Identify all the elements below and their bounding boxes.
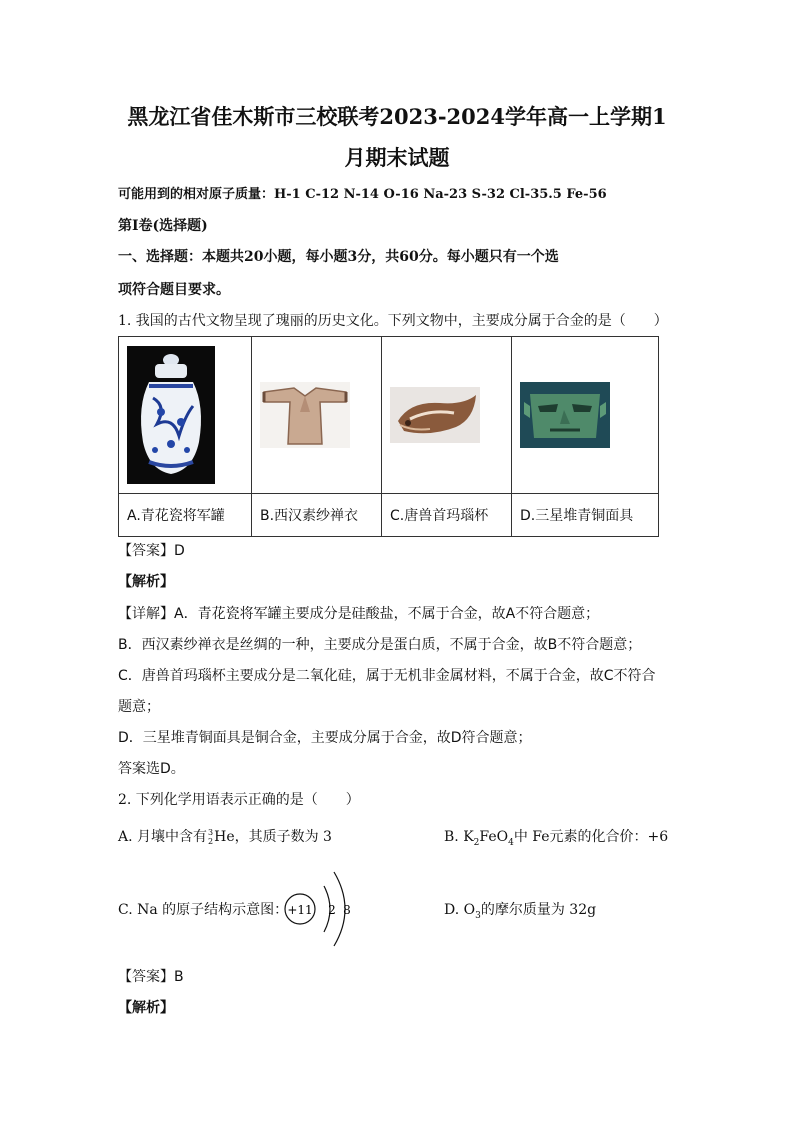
porcelain-jar-image [127,346,215,484]
relic-image-cell-c [382,337,512,494]
atomic-masses: 可能用到的相对原子质量：H-1 C-12 N-14 O-16 Na-23 S-32 Cl-35.5 Fe-56 [118,187,607,202]
question-2-analysis-heading: 【解析】 [118,1000,174,1016]
bronze-mask-image [520,382,610,448]
option-c-text: C. Na 的原子结构示意图： [118,902,289,918]
option-b-text: B. K [444,829,474,845]
section-heading-cont: 项符合题目要求。 [118,282,230,298]
question-2-option-a [118,827,332,847]
title-line-1: 黑龙江省佳木斯市三校联考2023-2024学年高一上学期1 [127,104,667,129]
question-1-detail-c: C．唐兽首玛瑙杯主要成分是二氧化硅，属于无机非金属材料，不属于合金，故C不符合 [118,668,656,684]
relic-image-cell-a [119,337,252,494]
question-2-option-b [444,827,668,853]
option-d-subscript: 3 [475,910,481,921]
nuclide-notation [208,828,213,846]
question-2-option-d [444,900,596,926]
option-a-text: A. 月壤中含有 [118,829,208,845]
atomic-number: 2 [208,837,214,846]
relic-image-cell-d [512,337,659,494]
question-2-answer: 【答案】B [118,969,184,985]
question-1-answer: 【答案】D [118,543,185,559]
option-b-tail: 中 Fe元素的化合价：+6 [513,829,669,845]
title-line-2: 月期末试题 [344,145,450,170]
option-d-text: D. O [444,902,476,918]
relics-table [118,336,659,537]
shell-2-electrons: 8 [343,903,351,917]
option-b-label: B.西汉素纱禅衣 [252,494,382,537]
question-2-option-c [118,900,288,920]
question-1-stem: 1. 我国的古代文物呈现了瑰丽的历史文化。下列文物中，主要成分属于合金的是（ ） [118,313,668,329]
question-1-detail-a: 【详解】A．青花瓷将军罐主要成分是硅酸盐，不属于合金，故A不符合题意； [118,606,600,622]
part-heading: 第Ⅰ卷(选择题) [118,218,208,234]
question-1-detail-d: D．三星堆青铜面具是铜合金，主要成分属于合金，故D符合题意； [118,730,532,746]
sodium-atom-diagram [280,862,360,954]
option-c-label: C.唐兽首玛瑙杯 [382,494,512,537]
silk-garment-image [260,382,350,448]
question-1-analysis-heading: 【解析】 [118,574,174,590]
option-b-subscript-2: 4 [508,837,514,848]
question-1-detail-c-cont: 题意； [118,699,160,715]
element-symbol: He [214,829,235,845]
shell-1-electrons: 2 [328,903,336,917]
option-b-subscript-1: 2 [473,837,480,848]
option-a-label: A.青花瓷将军罐 [119,494,252,537]
relic-image-cell-b [252,337,382,494]
option-b-formula: FeO [479,829,509,845]
agate-cup-image [390,387,480,443]
nucleus-charge: +11 [287,903,313,917]
option-d-label: D.三星堆青铜面具 [512,494,659,537]
section-heading: 一、选择题：本题共20小题，每小题3分，共60分。每小题只有一个选 [118,249,559,265]
question-1-detail-b: B．西汉素纱禅衣是丝绸的一种，主要成分是蛋白质，不属于合金，故B不符合题意； [118,637,642,653]
mass-number: 3 [208,828,214,837]
option-d-tail: 的摩尔质量为 32g [480,902,597,918]
question-1-conclusion: 答案选D。 [118,761,185,777]
option-a-tail: ，其质子数为 3 [234,829,332,845]
question-2-stem: 2. 下列化学用语表示正确的是（ ） [118,792,360,808]
